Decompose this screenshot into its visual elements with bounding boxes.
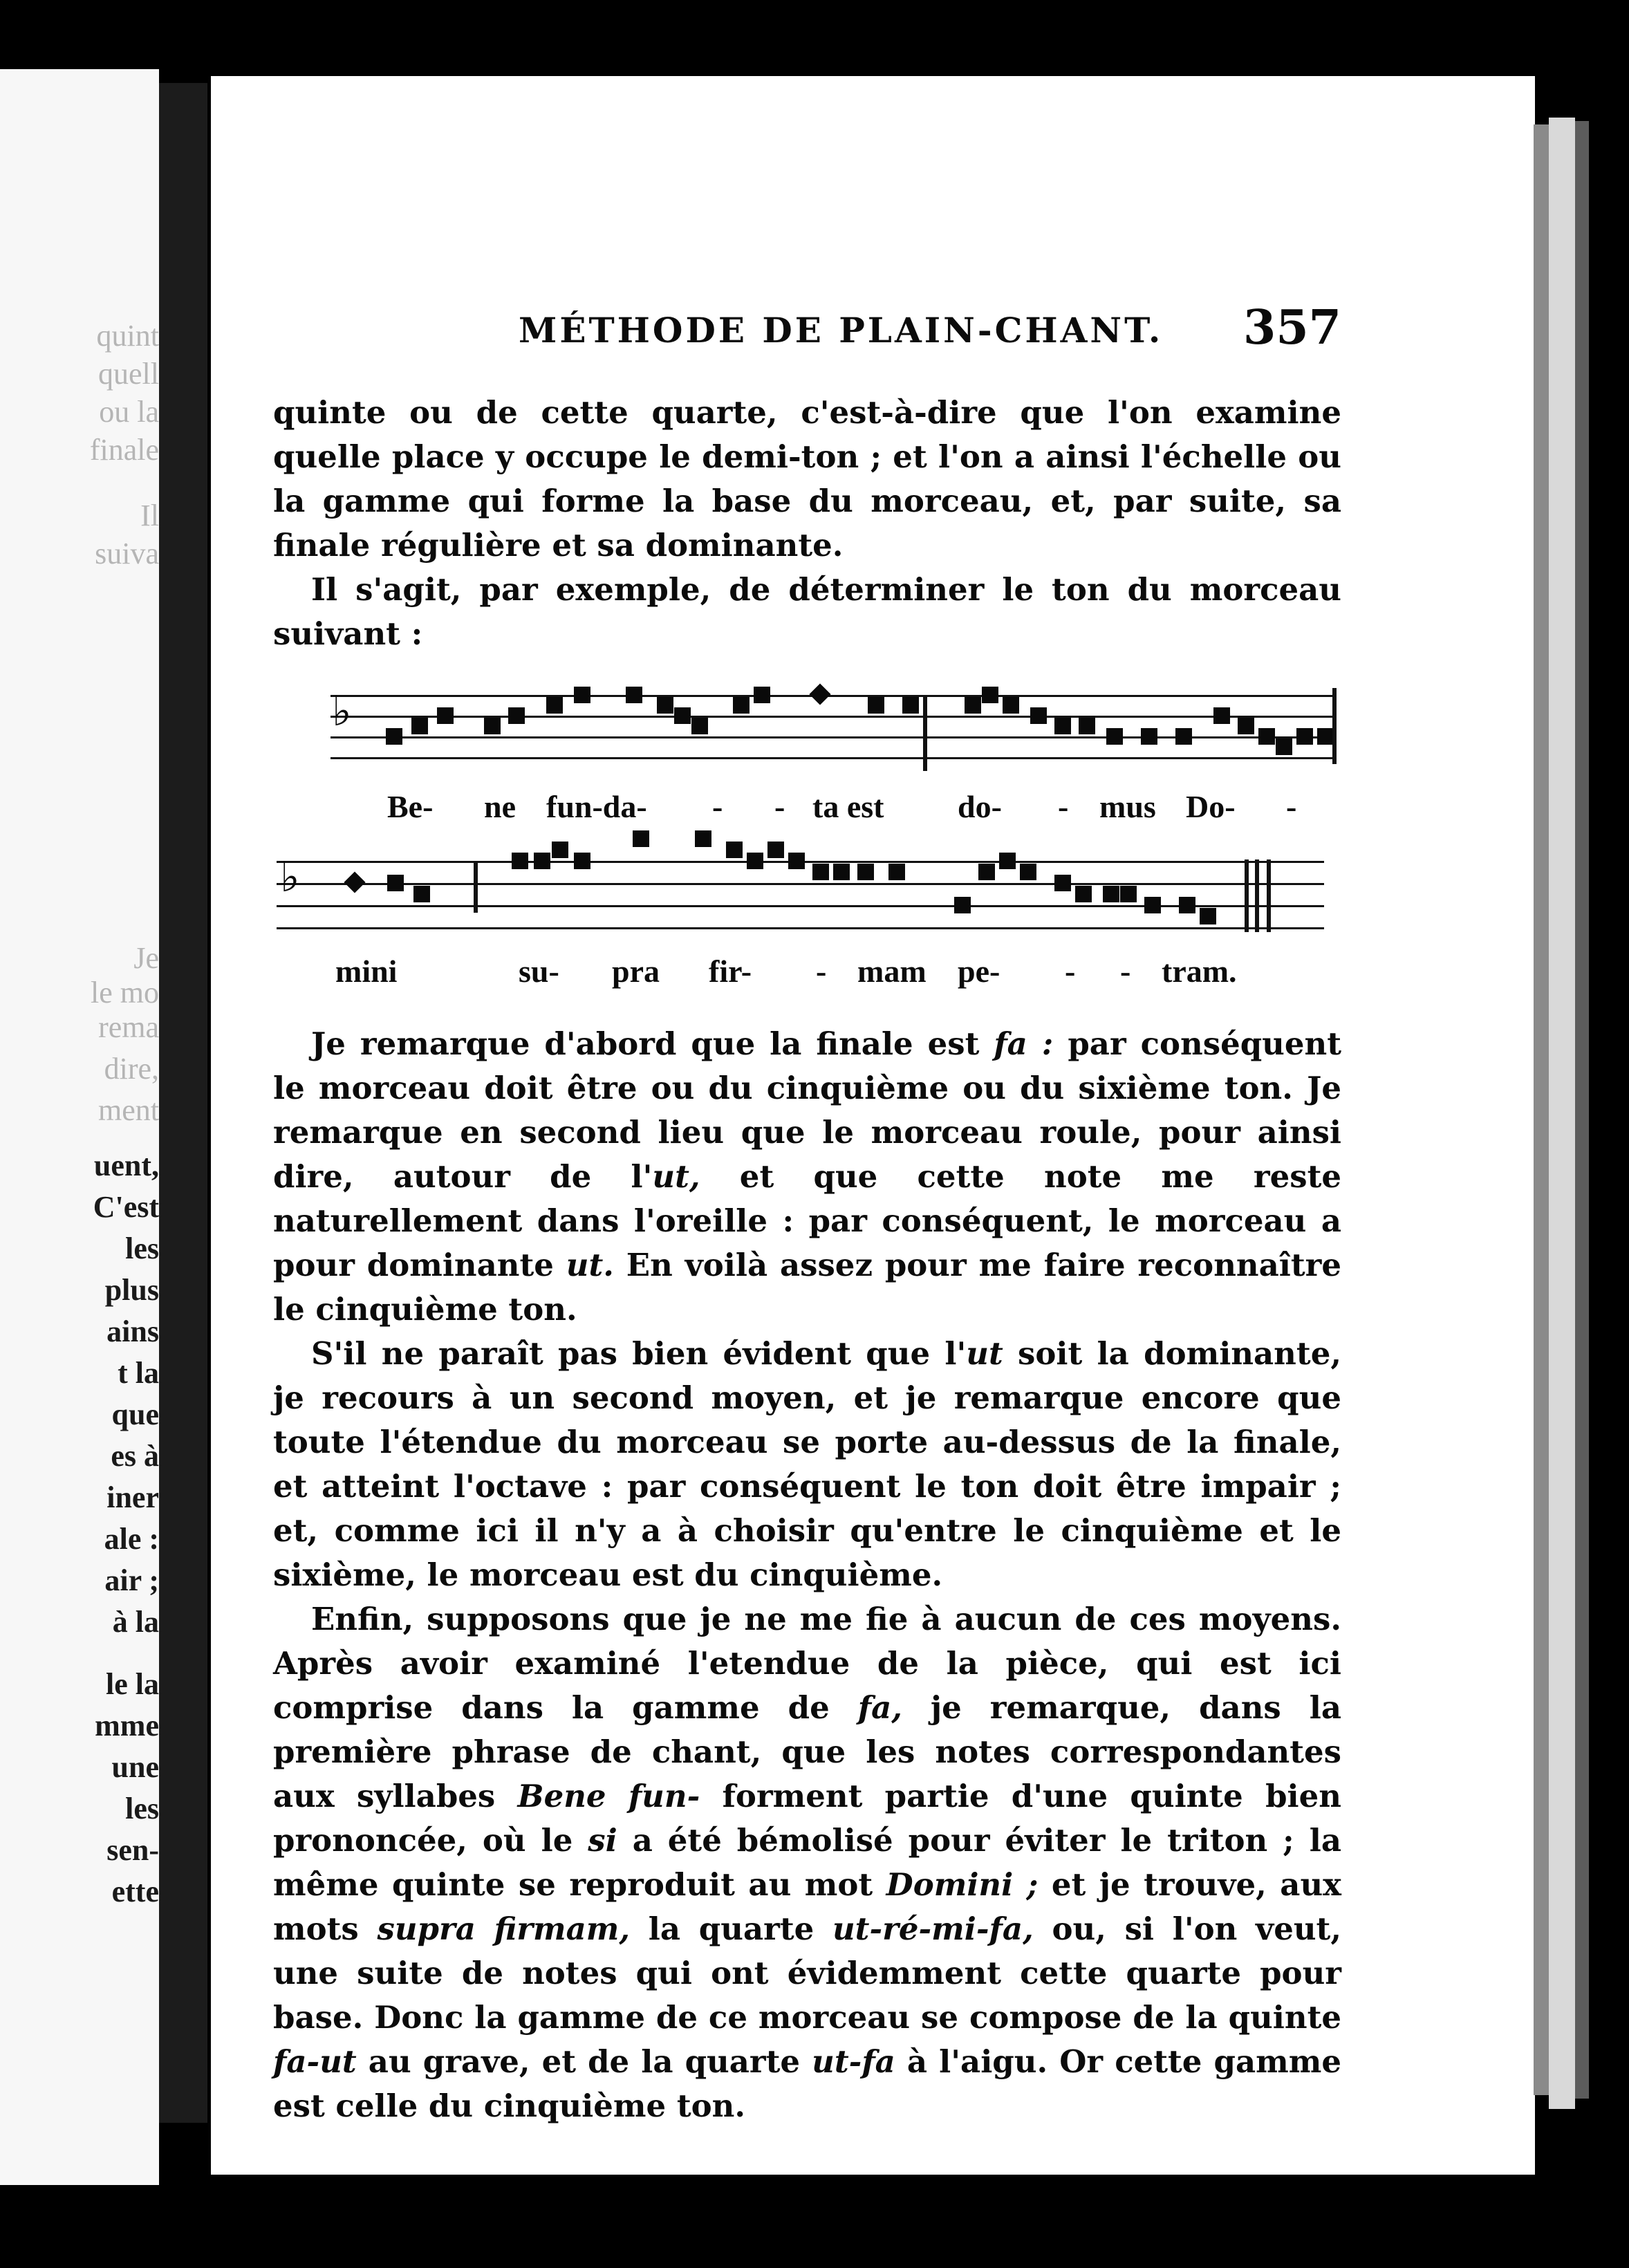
italic-text: si <box>588 1822 617 1859</box>
square-note-icon <box>812 864 829 880</box>
square-note-icon <box>954 897 971 913</box>
facing-page-text: ette <box>111 1875 159 1908</box>
page-edge <box>1534 124 1549 2095</box>
square-note-icon <box>1003 697 1019 714</box>
square-note-icon <box>1054 718 1071 734</box>
lyric-syllable: - <box>816 954 827 989</box>
square-note-icon <box>1144 897 1161 913</box>
italic-text: ut <box>966 1335 1003 1372</box>
text-run: au grave, et de la quarte <box>356 2043 812 2080</box>
lyric-syllable: do- <box>958 789 1002 824</box>
square-note-icon <box>691 718 708 734</box>
square-note-icon <box>674 707 691 724</box>
square-note-icon <box>767 842 784 858</box>
italic-text: Bene fun- <box>517 1778 700 1814</box>
text-run: ou, si l'on veut, une suite de notes qui ont évidemment cette quarte pour base. Donc la gamme de ce morceau se compose de la quinte <box>273 1911 1342 2036</box>
italic-text: ut, <box>652 1158 700 1195</box>
square-note-icon <box>1175 728 1192 745</box>
square-note-icon <box>754 687 770 703</box>
square-note-icon <box>695 830 711 847</box>
lyric-syllable: - <box>1065 954 1076 989</box>
intro-text <box>273 391 1341 656</box>
facing-page-text: les <box>125 1792 159 1825</box>
do-clef-flat-icon: ♭ <box>332 687 352 736</box>
analysis-paragraph <box>273 1597 1341 2128</box>
facing-page-text: rema <box>98 1010 159 1044</box>
lyric-syllable: - <box>1286 789 1297 824</box>
text-run: Je remarque d'abord que la finale est <box>311 1025 994 1062</box>
square-note-icon <box>1296 728 1313 745</box>
square-note-icon <box>574 687 590 703</box>
square-note-icon <box>1079 718 1095 734</box>
facing-page-text: ains <box>106 1314 159 1348</box>
square-note-icon <box>733 697 750 714</box>
text-run: à l'aigu. Or cette gamme est celle du cinquième ton. <box>273 2043 1341 2124</box>
facing-page-text: à la <box>112 1605 159 1639</box>
facing-page-text: sen- <box>106 1833 159 1867</box>
facing-page-text: quint <box>96 319 159 353</box>
facing-page-text: ou la <box>99 395 159 429</box>
italic-text: ut-fa <box>812 2043 895 2080</box>
facing-page-text: Je <box>133 941 159 975</box>
lyric-syllable: - <box>774 789 785 824</box>
staff-line <box>331 716 1333 718</box>
square-note-icon <box>1200 908 1216 924</box>
square-note-icon <box>512 853 528 869</box>
square-note-icon <box>1317 728 1334 745</box>
square-note-icon <box>633 830 649 847</box>
lyric-syllable: - <box>1120 954 1131 989</box>
text-run: par conséquent le morceau doit être ou du cinquième ou du sixième ton. Je remarque en second lieu que le morceau roule, pour ainsi dire, autour de l' <box>273 1025 1342 1195</box>
page-number: 357 <box>1243 300 1341 355</box>
italic-text: fa, <box>857 1689 902 1726</box>
square-note-icon <box>413 886 430 902</box>
square-note-icon <box>1120 886 1137 902</box>
square-note-icon <box>1141 728 1157 745</box>
text-run: soit la dominante, je recours à un second moyen, et je remarque encore que toute l'étendue du morceau se porte au-dessus de la finale, et atteint l'octave : par conséquent le ton doit être impair ; et, comme ici il n'y a à choisir qu'entre le cinquième et le sixième, le morceau est du cinquième. <box>273 1335 1341 1593</box>
square-note-icon <box>747 853 763 869</box>
staff-line <box>277 883 1324 885</box>
square-note-icon <box>1213 707 1230 724</box>
text-run: forment partie d'une quinte bien prononcée, où le <box>273 1778 1341 1859</box>
square-note-icon <box>508 707 525 724</box>
square-note-icon <box>574 853 590 869</box>
square-note-icon <box>484 718 501 734</box>
square-note-icon <box>1030 707 1047 724</box>
lyric-syllable: mini <box>335 954 398 989</box>
facing-page-text: iner <box>106 1480 159 1514</box>
lyric-syllable: Do- <box>1186 789 1236 824</box>
lyric-syllable: mam <box>857 954 927 989</box>
facing-page-text: Il <box>140 499 159 532</box>
facing-page-text: finale <box>89 433 159 467</box>
bar-line <box>474 861 478 913</box>
text-run: je remarque, dans la première phrase de chant, que les notes correspondantes aux syllabes <box>273 1689 1341 1814</box>
square-note-icon <box>552 842 568 858</box>
lyric-syllable: fir- <box>709 954 752 989</box>
staff-line <box>277 905 1324 907</box>
bar-line <box>1245 859 1249 932</box>
bar-line <box>1332 688 1337 764</box>
italic-text: ut-ré-mi-fa, <box>832 1911 1034 1947</box>
square-note-icon <box>657 697 673 714</box>
lyric-syllable: Be- <box>387 789 434 824</box>
facing-page-text: quell <box>98 357 159 391</box>
lyric-syllable: fun-da- <box>546 789 647 824</box>
italic-text: Domini ; <box>886 1866 1039 1903</box>
square-note-icon <box>978 864 995 880</box>
square-note-icon <box>965 697 981 714</box>
lyric-syllable: ne <box>484 789 516 824</box>
text-run: a été bémolisé pour éviter le triton ; la même quinte se reproduit au mot <box>273 1822 1342 1903</box>
facing-page-text: ale : <box>104 1522 159 1556</box>
staff-line <box>331 695 1333 697</box>
text-run: En voilà assez pour me faire reconnaître le cinquième ton. <box>273 1247 1341 1328</box>
italic-text: supra firmam, <box>377 1911 631 1947</box>
italic-text: fa-ut <box>273 2043 357 2080</box>
square-note-icon <box>833 864 850 880</box>
square-note-icon <box>788 853 805 869</box>
square-note-icon <box>888 864 905 880</box>
facing-page-text: le la <box>106 1667 159 1701</box>
square-note-icon <box>1276 738 1292 755</box>
text-run: et je trouve, aux mots <box>273 1866 1341 1947</box>
lyric-syllable: - <box>1058 789 1069 824</box>
square-note-icon <box>902 697 919 714</box>
analysis-text <box>273 1022 1341 2128</box>
analysis-paragraph <box>273 1022 1341 1332</box>
text-run: et que cette note me reste naturellement dans l'oreille : par conséquent, le morceau a pour dominante <box>273 1158 1341 1283</box>
facing-page-text: une <box>111 1750 159 1784</box>
staff-line <box>331 757 1333 759</box>
square-note-icon <box>546 697 563 714</box>
square-note-icon <box>411 718 428 734</box>
lyric-syllable: ta est <box>812 789 884 824</box>
facing-page-text: plus <box>104 1273 159 1307</box>
lyric-syllable: mus <box>1099 789 1156 824</box>
square-note-icon <box>1179 897 1195 913</box>
lyric-syllable: su- <box>519 954 559 989</box>
page-edge <box>1575 121 1589 2099</box>
square-note-icon <box>1020 864 1036 880</box>
square-note-icon <box>868 697 884 714</box>
facing-page-text: le mo <box>91 976 159 1010</box>
page-edge <box>1549 118 1575 2109</box>
facing-page-text: que <box>111 1397 159 1431</box>
bar-line <box>1267 859 1271 932</box>
facing-page-text: les <box>125 1231 159 1265</box>
intro-paragraph: quinte ou de cette quarte, c'est-à-dire que l'on examine quelle place y occupe le demi-ton ; et l'on a ainsi l'échelle ou la gamme qui forme la base du morceau, et, par suite, sa finale régulière et sa dominante. <box>273 394 1341 564</box>
running-title: MÉTHODE DE PLAIN-CHANT. <box>519 310 1164 351</box>
running-head <box>304 300 1341 360</box>
square-note-icon <box>857 864 874 880</box>
square-note-icon <box>982 687 998 703</box>
bar-line <box>923 695 927 771</box>
square-note-icon <box>387 875 404 891</box>
do-clef-flat-icon: ♭ <box>280 853 300 902</box>
square-note-icon <box>1258 728 1275 745</box>
intro-paragraph: Il s'agit, par exemple, de déterminer le ton du morceau suivant : <box>273 571 1341 652</box>
square-note-icon <box>1103 886 1119 902</box>
analysis-paragraph <box>273 1332 1341 1597</box>
text-run: Enfin, supposons que je ne me fie à aucun de ces moyens. Après avoir examiné l'etendue de la pièce, qui est ici comprise dans la gamme de <box>273 1601 1341 1726</box>
square-note-icon <box>1106 728 1123 745</box>
square-note-icon <box>534 853 550 869</box>
facing-page-text: t la <box>118 1356 159 1390</box>
square-note-icon <box>1054 875 1071 891</box>
italic-text: fa : <box>994 1025 1054 1062</box>
square-note-icon <box>1238 718 1254 734</box>
lyric-syllable: - <box>712 789 723 824</box>
facing-page-text: mme <box>95 1709 159 1742</box>
text-run: S'il ne paraît pas bien évident que l' <box>311 1335 967 1372</box>
facing-page-text: C'est <box>93 1190 159 1224</box>
lyric-syllable: pra <box>612 954 660 989</box>
square-note-icon <box>437 707 454 724</box>
facing-page-text: dire, <box>104 1052 159 1086</box>
square-note-icon <box>386 728 402 745</box>
facing-page-text: uent, <box>93 1149 159 1182</box>
italic-text: ut. <box>566 1247 614 1283</box>
facing-page-text: air ; <box>104 1563 159 1597</box>
square-note-icon <box>626 687 642 703</box>
staff-line <box>277 927 1324 929</box>
square-note-icon <box>1075 886 1092 902</box>
bar-line <box>1255 859 1259 932</box>
facing-page-text: ment <box>98 1093 159 1127</box>
lyric-syllable: pe- <box>958 954 1000 989</box>
facing-page-fragment <box>0 69 159 2185</box>
lyric-syllable: tram. <box>1162 954 1237 989</box>
facing-page-text: suiva <box>95 537 159 570</box>
text-run: la quarte <box>630 1911 832 1947</box>
square-note-icon <box>999 853 1016 869</box>
book-gutter <box>159 83 207 2123</box>
facing-page-text: es à <box>111 1439 159 1473</box>
square-note-icon <box>726 842 743 858</box>
